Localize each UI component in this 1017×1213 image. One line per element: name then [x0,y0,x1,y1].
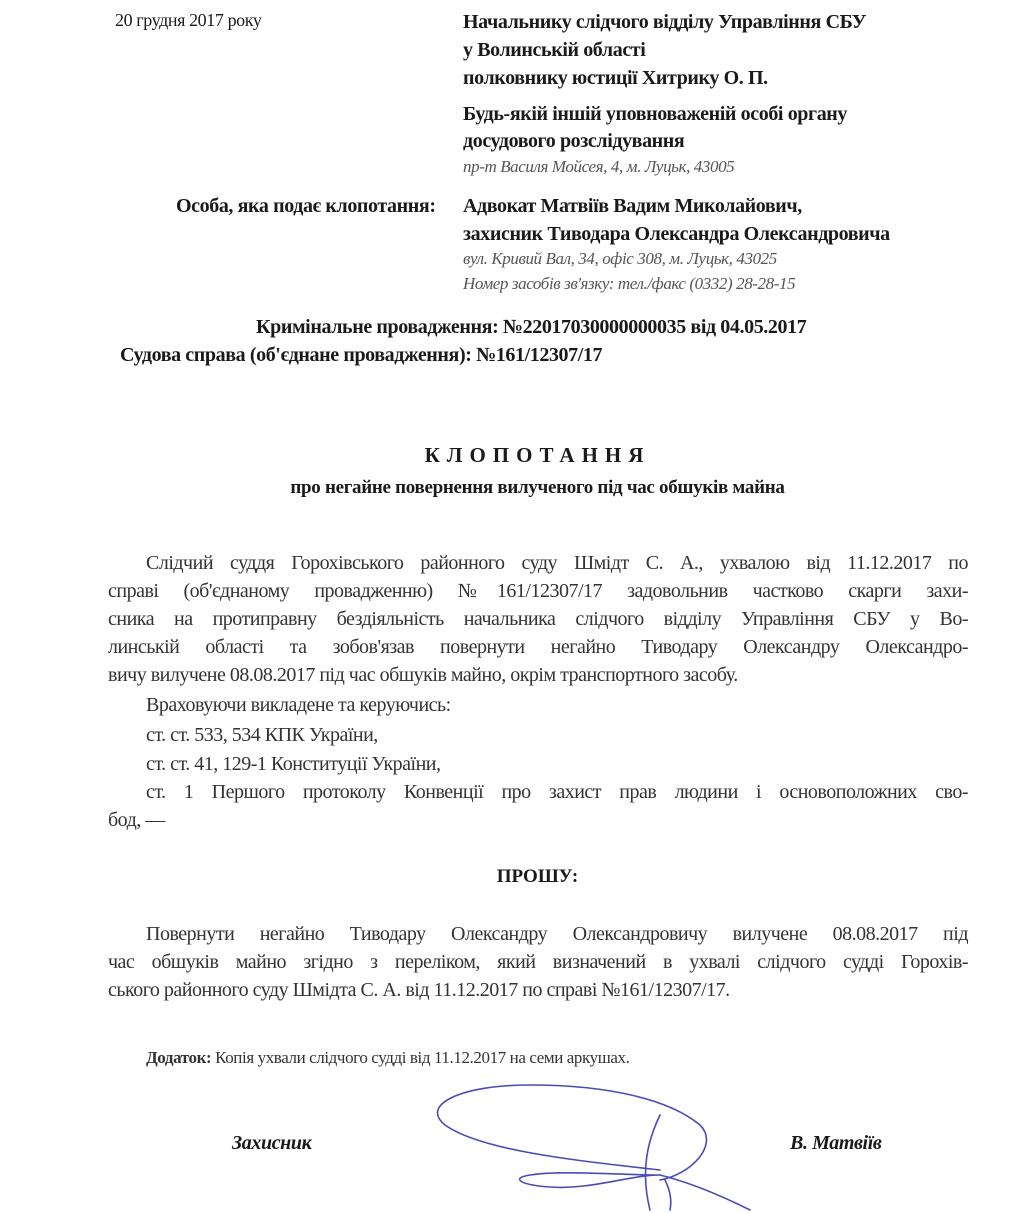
addressee-address: пр-т Василя Мойсея, 4, м. Луцьк, 43005 [463,157,735,176]
document-subtitle: про негайне повернення вилученого під час обшуків майна [290,477,785,498]
addressee-line: полковнику юстиції Хитрику О. П. [463,67,768,89]
request-line: ського районного суду Шмідта С. А. від 11.12.2017 по справі №161/12307/17. [108,979,730,1001]
grounds-line: ст. ст. 533, 534 КПК України, [146,724,378,746]
applicant-address: вул. Кривий Вал, 34, офіс 308, м. Луцьк, 43025 [463,249,777,268]
signer-name: В. Матвіїв [790,1132,882,1154]
request-line: Повернути негайно Тиводару Олександру Олександровичу вилучене 08.08.2017 під [146,923,968,945]
signature-role: Захисник [232,1132,312,1154]
handwritten-signature [420,1080,760,1213]
body-line: справі (об'єднаному провадженню) №161/12307/17 задовольнив частково скарги захи- [108,580,968,602]
document-title: КЛОПОТАННЯ [424,443,651,467]
body-line: сника на протиправну бездіяльність начальника слідчого відділу Управління СБУ у Во- [108,608,968,630]
grounds-line: ст. ст. 41, 129-1 Конституції України, [146,753,441,775]
body-line: вичу вилучене 08.08.2017 під час обшуків майно, окрім транспортного засобу. [108,664,738,686]
applicant-line: Адвокат Матвіїв Вадим Миколайович, [463,195,802,217]
grounds-line: Враховуючи викладене та керуючись: [146,694,451,716]
attachment-text: Копія ухвали слідчого судді від 11.12.2017 на семи аркушах. [215,1048,630,1067]
attachment-note [146,1046,630,1070]
applicant-contact: Номер засобів зв'язку: тел./факс (0332) 28-28-15 [463,274,796,293]
request-line: час обшуків майно згідно з переліком, який визначений в ухвалі слідчого судді Горохів- [108,951,968,973]
other-addressee-line: Будь-якій іншій уповноваженій особі органу [463,103,848,125]
grounds-line: ст. 1 Першого протоколу Конвенції про захист прав людини і основоположних сво- [146,781,968,803]
criminal-case-number: Кримінальне провадження: №22017030000000035 від 04.05.2017 [256,316,807,338]
addressee-line: Начальнику слідчого відділу Управління СБУ [463,11,867,33]
applicant-line: захисник Тиводара Олександра Олександровича [463,223,890,245]
grounds-line: бод, — [108,809,165,831]
document-date: 20 грудня 2017 року [115,10,262,30]
addressee-line: у Волинській області [463,39,646,61]
applicant-label: Особа, яка подає клопотання: [176,195,436,217]
body-line: Слідчий суддя Горохівського районного суду Шмідт С. А., ухвалою від 11.12.2017 по [146,552,968,574]
body-line: линській області та зобов'язав повернути негайно Тиводару Олександру Олександро- [108,636,968,658]
attachment-label: Додаток: [146,1048,212,1067]
court-case-number: Судова справа (об'єднане провадження): №161/12307/17 [120,344,603,366]
other-addressee-line: досудового розслідування [463,130,685,152]
request-heading: ПРОШУ: [496,866,579,887]
